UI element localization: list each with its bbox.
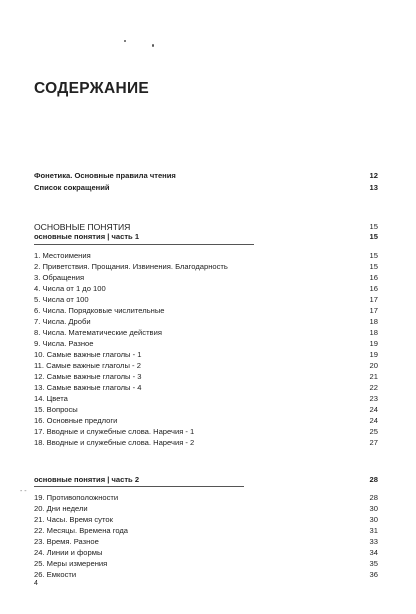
toc-entry-label: 25. Меры измерения xyxy=(34,559,108,568)
toc-entry-label: 12. Самые важные глаголы - 3 xyxy=(34,372,142,381)
toc-entry xyxy=(34,570,378,582)
toc-entry-page: 15 xyxy=(369,251,378,260)
section-subheading-page: 28 xyxy=(369,475,378,484)
toc-entry-page: 16 xyxy=(369,284,378,293)
toc-entry-page: 31 xyxy=(369,526,378,535)
toc-entry-label: 11. Самые важные глаголы - 2 xyxy=(34,361,141,370)
toc-entry-page: 18 xyxy=(369,317,378,326)
toc-entry-label: Список сокращений xyxy=(34,183,110,192)
toc-entry-label: Фонетика. Основные правила чтения xyxy=(34,171,176,180)
toc-entry-page: 12 xyxy=(369,171,378,180)
section-heading-label: ОСНОВНЫЕ ПОНЯТИЯ xyxy=(34,222,131,232)
toc-entry-label: 2. Приветствия. Прощания. Извинения. Благодарность xyxy=(34,262,228,271)
toc-entry-page: 23 xyxy=(369,394,378,403)
page-number: 4 xyxy=(34,580,38,587)
toc-entry-page: 27 xyxy=(369,438,378,447)
toc-entry-label: 1. Местоимения xyxy=(34,251,91,260)
toc-entry-page: 33 xyxy=(369,537,378,546)
toc-entry-page: 30 xyxy=(369,515,378,524)
toc-entry-label: 16. Основные предлоги xyxy=(34,416,118,425)
section-subheading-label: основные понятия | часть 1 xyxy=(34,232,140,241)
toc-entry-label: 7. Числа. Дроби xyxy=(34,317,91,326)
toc-entry-label: 17. Вводные и служебные слова. Наречия - 1 xyxy=(34,427,195,436)
toc-entry xyxy=(34,183,378,195)
toc-entry-page: 24 xyxy=(369,416,378,425)
section-subheading-label: основные понятия | часть 2 xyxy=(34,475,140,484)
toc-entry-label: 6. Числа. Порядковые числительные xyxy=(34,306,165,315)
toc-entry-page: 18 xyxy=(369,328,378,337)
section-rule xyxy=(34,486,244,487)
toc-entry xyxy=(34,171,378,183)
toc-entry-page: 16 xyxy=(369,273,378,282)
section-rule xyxy=(34,244,254,245)
scan-mark: - - xyxy=(20,488,27,495)
scan-speck xyxy=(152,44,154,47)
section-subheading-page: 15 xyxy=(369,232,378,241)
toc-entry-page: 36 xyxy=(369,570,378,579)
section-subheading xyxy=(34,232,378,244)
scan-speck xyxy=(124,40,126,42)
toc-entry-label: 13. Самые важные глаголы - 4 xyxy=(34,383,142,392)
toc-entry-label: 20. Дни недели xyxy=(34,504,88,513)
toc-entry-label: 21. Часы. Время суток xyxy=(34,515,113,524)
toc-entry-label: 23. Время. Разное xyxy=(34,537,99,546)
toc-entry-label: 24. Линии и формы xyxy=(34,548,103,557)
toc-entry-page: 30 xyxy=(369,504,378,513)
toc-entry-page: 21 xyxy=(369,372,378,381)
toc-entry-page: 17 xyxy=(369,295,378,304)
toc-entry-page: 35 xyxy=(369,559,378,568)
toc-entry-page: 34 xyxy=(369,548,378,557)
toc-entry-label: 26. Емкости xyxy=(34,570,77,579)
toc-entry-label: 10. Самые важные глаголы - 1 xyxy=(34,350,142,359)
toc-entry-label: 22. Месяцы. Времена года xyxy=(34,526,129,535)
toc-entry-label: 4. Числа от 1 до 100 xyxy=(34,284,106,293)
toc-entry-page: 13 xyxy=(369,183,378,192)
toc-entry-page: 24 xyxy=(369,405,378,414)
toc-entry-label: 8. Числа. Математические действия xyxy=(34,328,162,337)
toc-entry-label: 9. Числа. Разное xyxy=(34,339,94,348)
toc-entry-page: 22 xyxy=(369,383,378,392)
toc-entry-label: 19. Противоположности xyxy=(34,493,119,502)
toc-entry-page: 25 xyxy=(369,427,378,436)
section-heading-page: 15 xyxy=(369,222,378,231)
toc-entry-page: 17 xyxy=(369,306,378,315)
page-title: СОДЕРЖАНИЕ xyxy=(34,80,150,97)
toc-entry-label: 14. Цвета xyxy=(34,394,68,403)
toc-entry-label: 18. Вводные и служебные слова. Наречия - 2 xyxy=(34,438,195,447)
toc-entry-label: 5. Числа от 100 xyxy=(34,295,89,304)
toc-entry xyxy=(34,438,378,450)
toc-entry-page: 20 xyxy=(369,361,378,370)
toc-entry-page: 19 xyxy=(369,350,378,359)
toc-entry-label: 3. Обращения xyxy=(34,273,85,282)
toc-entry-page: 15 xyxy=(369,262,378,271)
toc-entry-page: 28 xyxy=(369,493,378,502)
toc-entry-page: 19 xyxy=(369,339,378,348)
toc-entry-label: 15. Вопросы xyxy=(34,405,78,414)
